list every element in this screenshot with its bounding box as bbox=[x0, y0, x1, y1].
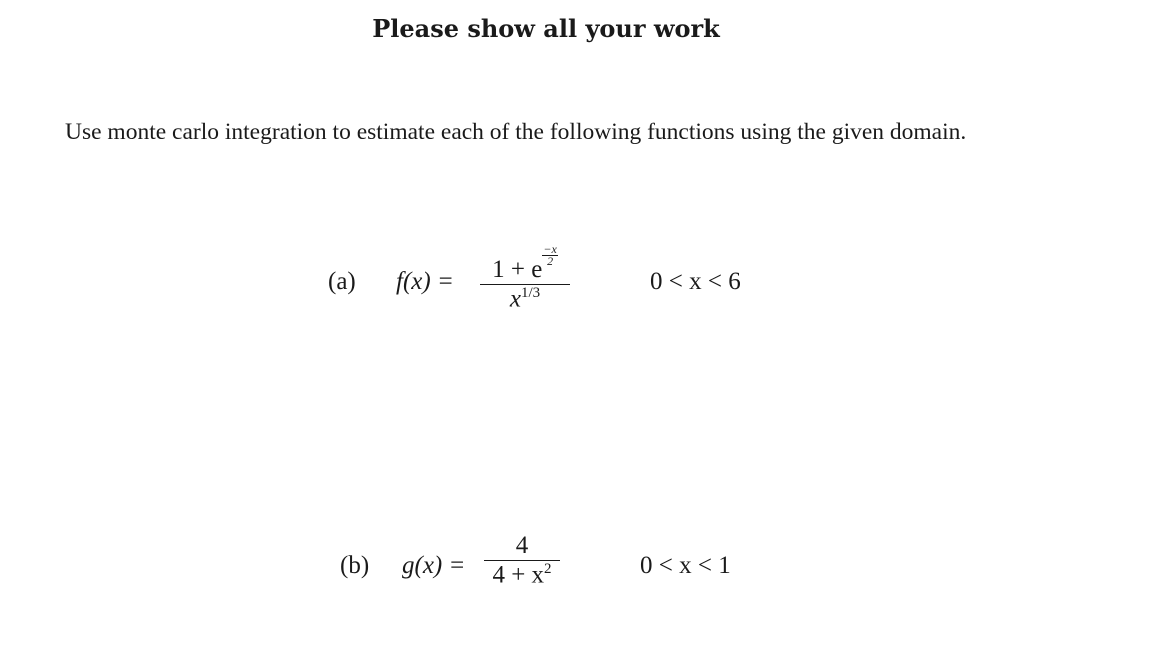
problem-a-denominator-exp: 1/3 bbox=[520, 285, 541, 301]
problem-a-domain: 0 < x < 6 bbox=[650, 268, 741, 295]
page-title: Please show all your work bbox=[372, 14, 720, 43]
problem-b-denominator-exp: 2 bbox=[544, 561, 552, 577]
problem-b-denominator-base: 4 + x bbox=[492, 561, 545, 589]
problem-a-label: (a) bbox=[328, 268, 356, 295]
problem-b-numerator: 4 bbox=[515, 532, 529, 559]
problem-b-fraction bbox=[484, 532, 560, 589]
problem-b-label: (b) bbox=[340, 552, 370, 579]
problem-a-exponent-den: 2 bbox=[547, 254, 554, 268]
instructions-paragraph: Use monte carlo integration to estimate each of the following functions using the given domain. bbox=[65, 119, 967, 145]
problem-a-exponent-num: −x bbox=[543, 242, 557, 256]
problem-a-denominator-base: x bbox=[509, 285, 521, 313]
problem-b-domain: 0 < x < 1 bbox=[640, 552, 731, 579]
problem-a-numerator-base: 1 + e bbox=[492, 256, 543, 283]
problem-b-denominator bbox=[484, 561, 560, 589]
problem-a-lhs: f(x) = bbox=[396, 268, 454, 295]
problem-a-denominator bbox=[480, 285, 570, 313]
problem-a-fraction bbox=[480, 244, 570, 313]
problem-b-lhs: g(x) = bbox=[402, 552, 466, 579]
problem-a-exponent bbox=[542, 244, 557, 267]
problem-a-numerator bbox=[480, 244, 570, 284]
